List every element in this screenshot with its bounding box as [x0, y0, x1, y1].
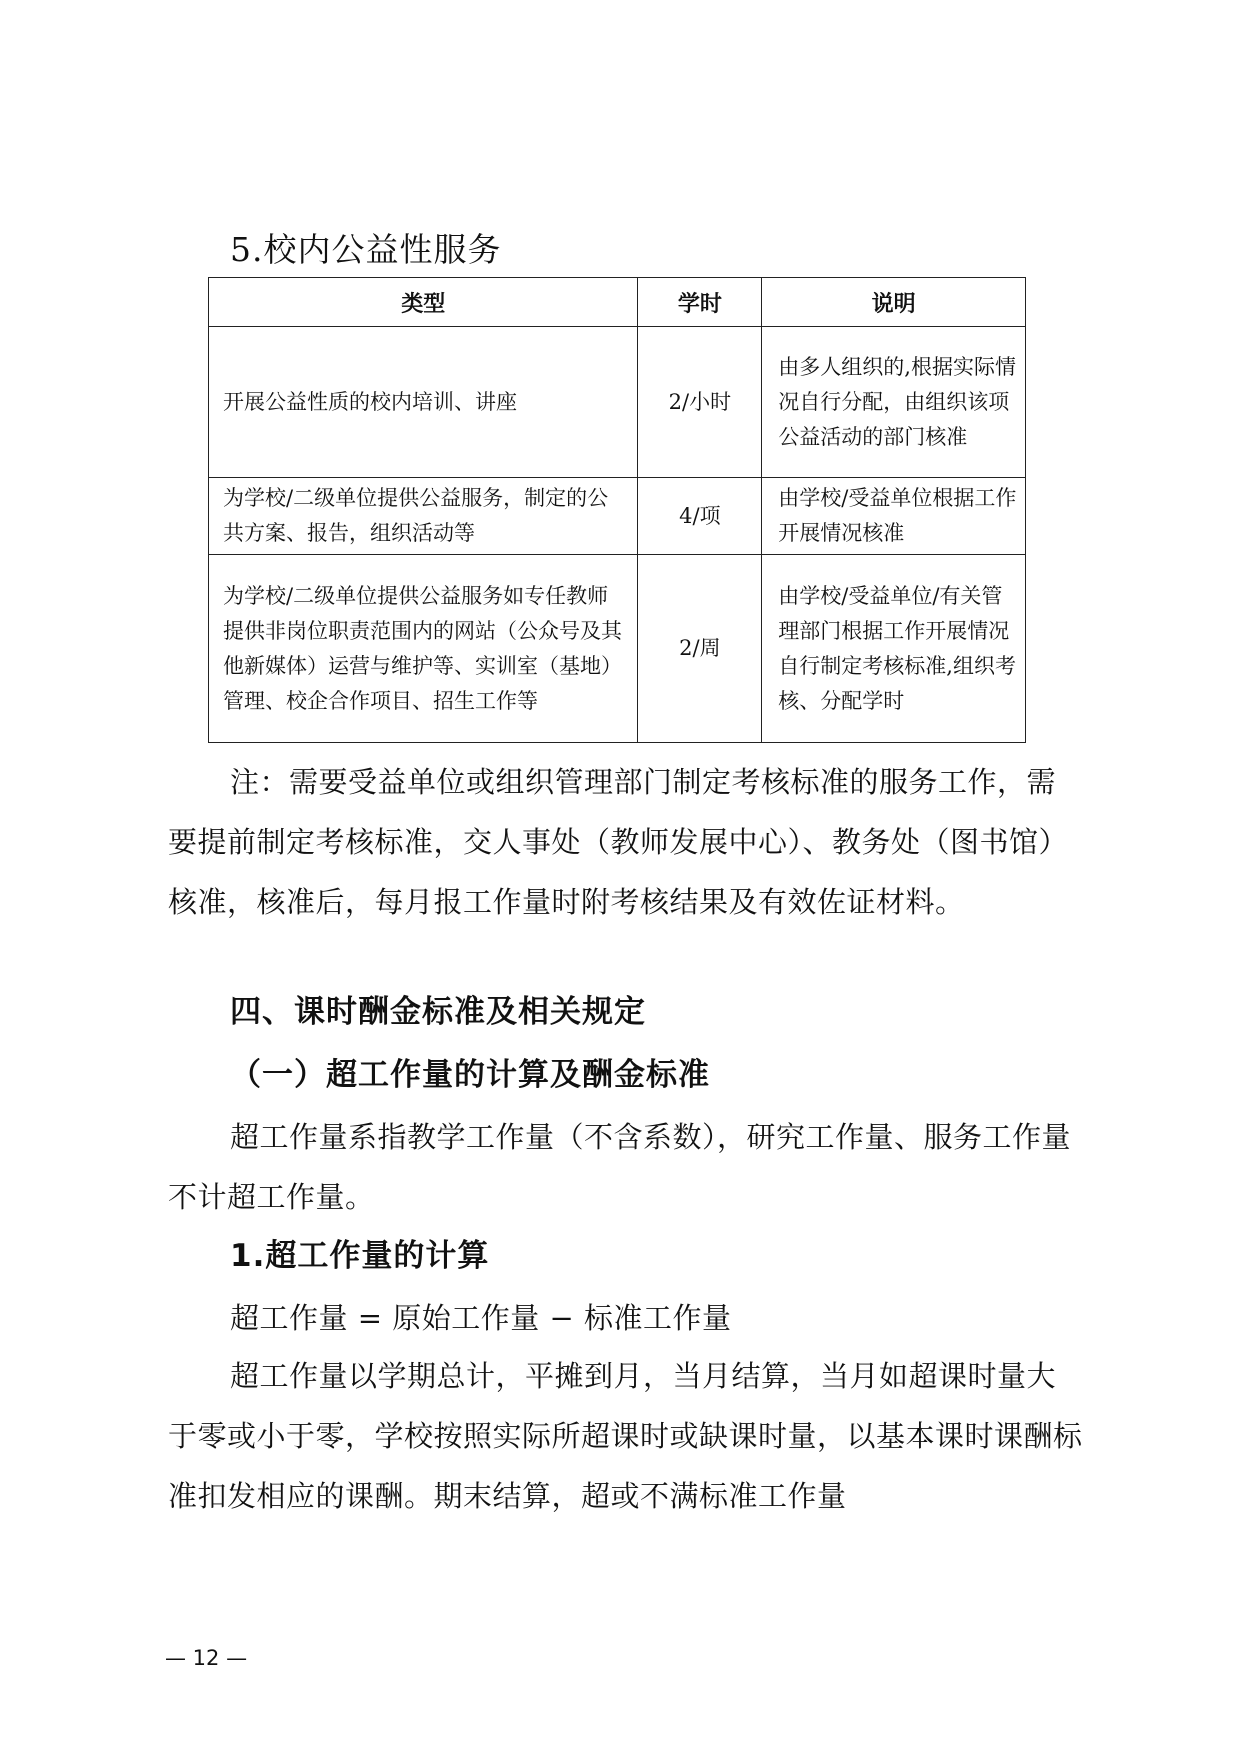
heading-subsection-1: （一）超工作量的计算及酬金标准	[230, 1057, 710, 1093]
note-paragraph: 注：需要受益单位或组织管理部门制定考核标准的服务工作，需要提前制定考核标准，交人事处（教师发展中心）、教务处（图书馆）核准，核准后，每月报工作量时附考核结果及有效佐证材料。	[168, 765, 1069, 919]
cell-hours: 2/周	[638, 555, 762, 743]
table-row	[209, 555, 1026, 743]
table-header-row	[209, 278, 1026, 327]
cell-note: 由学校/受益单位/有关管理部门根据工作开展情况自行制定考核标准,组织考核、分配学时	[762, 555, 1026, 743]
header-hours: 学时	[638, 278, 762, 327]
cell-type: 开展公益性质的校内培训、讲座	[209, 327, 638, 478]
cell-note: 由多人组织的,根据实际情况自行分配，由组织该项公益活动的部门核准	[762, 327, 1026, 478]
section-title: 5.校内公益性服务	[230, 230, 502, 269]
page-number: — 12 —	[165, 1646, 248, 1670]
cell-note: 由学校/受益单位根据工作开展情况核准	[762, 478, 1026, 555]
header-note: 说明	[762, 278, 1026, 327]
cell-type: 为学校/二级单位提供公益服务如专任教师提供非岗位职责范围内的网站（公众号及其他新媒体）运营与维护等、实训室（基地） 管理、校企合作项目、招生工作等	[209, 555, 638, 743]
formula-line: 超工作量 = 原始工作量 − 标准工作量	[230, 1301, 732, 1335]
cell-type: 为学校/二级单位提供公益服务，制定的公共方案、报告，组织活动等	[209, 478, 638, 555]
heading-section-4: 四、课时酬金标准及相关规定	[230, 994, 646, 1030]
header-type: 类型	[209, 278, 638, 327]
settlement-paragraph: 超工作量以学期总计，平摊到月，当月结算，当月如超课时量大于零或小于零，学校按照实际所超课时或缺课时量，以基本课时课酬标准扣发相应的课酬。期末结算，超或不满标准工作量	[168, 1359, 1083, 1513]
service-table	[208, 277, 1026, 743]
cell-hours: 2/小时	[638, 327, 762, 478]
table-row	[209, 478, 1026, 555]
table-row	[209, 327, 1026, 478]
overwork-paragraph: 超工作量系指教学工作量（不含系数），研究工作量、服务工作量不计超工作量。	[168, 1120, 1072, 1214]
heading-calculation: 1.超工作量的计算	[230, 1238, 490, 1274]
cell-hours: 4/项	[638, 478, 762, 555]
